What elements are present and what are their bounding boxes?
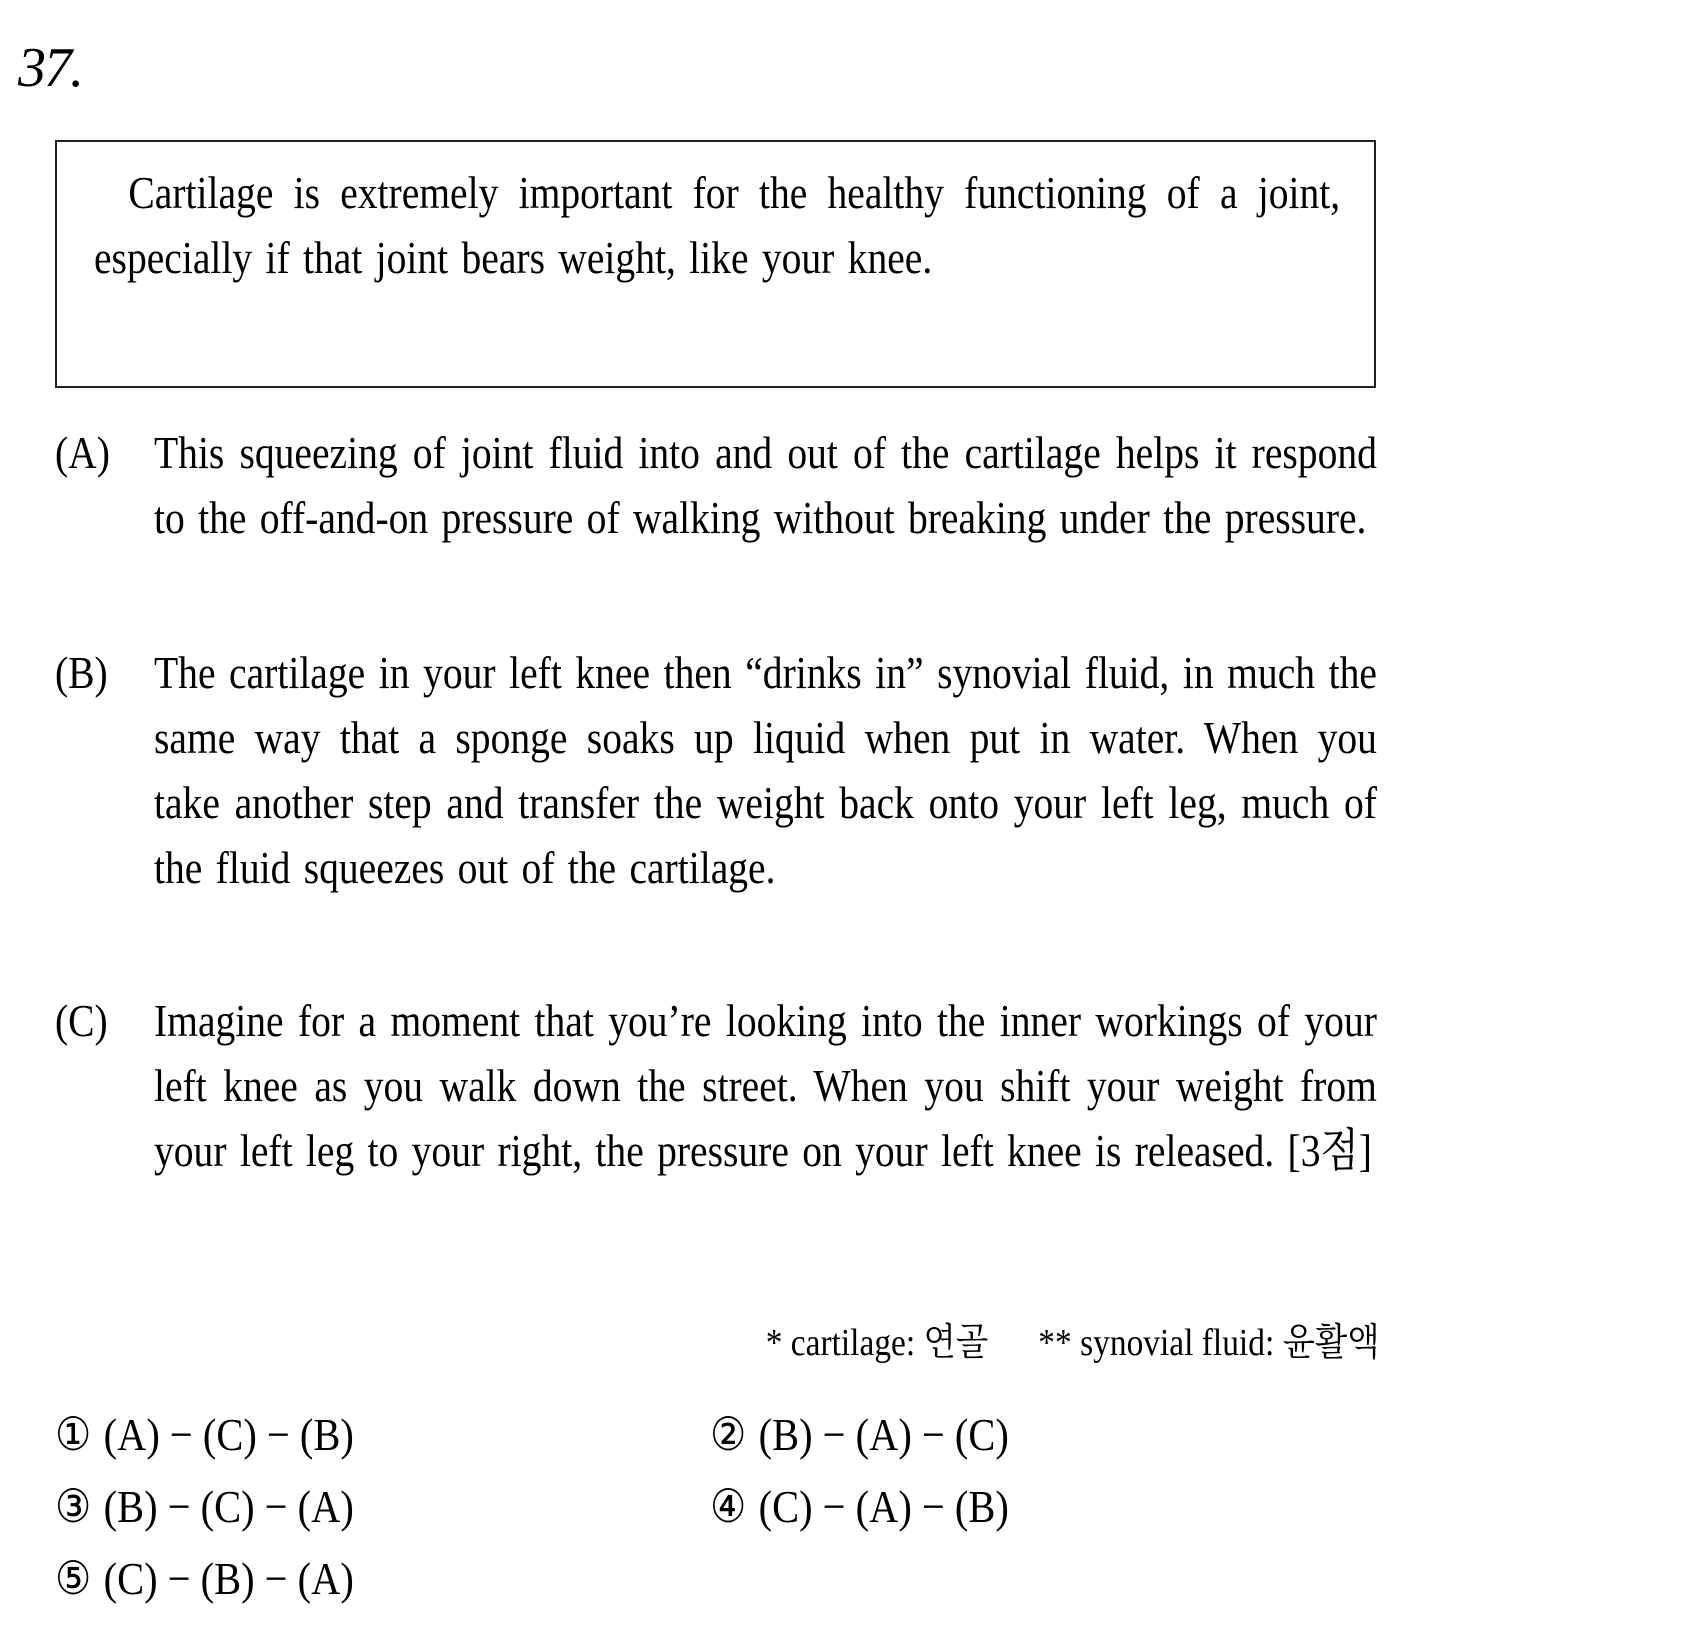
given-sentence-box bbox=[55, 140, 1376, 388]
paragraph-label: (C) bbox=[55, 995, 108, 1046]
choice-order: (A) − (C) − (B) bbox=[103, 1409, 354, 1460]
footnote-gloss: 연골 bbox=[924, 1322, 989, 1364]
choice-number: ② bbox=[710, 1409, 747, 1460]
choice-order: (B) − (A) − (C) bbox=[758, 1409, 1009, 1460]
paragraph-label: (A) bbox=[55, 427, 110, 478]
footnote-gloss: 윤활액 bbox=[1283, 1322, 1380, 1364]
choice-order: (B) − (C) − (A) bbox=[103, 1481, 354, 1532]
choice-order: (C) − (B) − (A) bbox=[103, 1553, 354, 1604]
footnote-marker: ** bbox=[1038, 1322, 1073, 1364]
choice-number: ⑤ bbox=[55, 1553, 92, 1604]
choice-number: ④ bbox=[710, 1481, 747, 1532]
choice-4[interactable] bbox=[710, 1472, 1009, 1542]
choice-number: ① bbox=[55, 1409, 92, 1460]
paragraph-a bbox=[55, 420, 1378, 620]
footnote-marker: * bbox=[766, 1322, 783, 1364]
given-sentence-text: Cartilage is extremely important for the healthy functioning of a joint, especially if that joint bears weight, like your knee. bbox=[94, 167, 1341, 283]
vocabulary-footnote bbox=[766, 1318, 1380, 1368]
footnote-term: synovial fluid: bbox=[1080, 1322, 1275, 1364]
paragraph-text: This squeezing of joint fluid into and out of the cartilage helps it respond to the off-and-on pressure of walking without breaking under the pressure. bbox=[154, 427, 1377, 543]
paragraph-c bbox=[55, 988, 1378, 1318]
paragraph-label: (B) bbox=[55, 647, 108, 698]
paragraph-b bbox=[55, 640, 1378, 970]
choice-number: ③ bbox=[55, 1481, 92, 1532]
footnote-term: cartilage: bbox=[791, 1322, 916, 1364]
choice-2[interactable] bbox=[710, 1400, 1009, 1470]
choice-order: (C) − (A) − (B) bbox=[758, 1481, 1009, 1532]
choice-1[interactable] bbox=[55, 1400, 354, 1470]
question-number: 37. bbox=[18, 37, 82, 99]
choice-5[interactable] bbox=[55, 1544, 354, 1614]
paragraph-text: The cartilage in your left knee then “drinks in” synovial fluid, in much the same way that a sponge soaks up liquid when put in water. When you take another step and transfer the weight back onto your left leg, much of the fluid squeezes out of the cartilage. bbox=[154, 647, 1377, 893]
paragraph-text: Imagine for a moment that you’re looking into the inner workings of your left knee as you walk down the street. When you shift your weight from your left leg to your right, the pressure on your left knee is released. [3점] bbox=[154, 995, 1377, 1176]
choice-3[interactable] bbox=[55, 1472, 354, 1542]
